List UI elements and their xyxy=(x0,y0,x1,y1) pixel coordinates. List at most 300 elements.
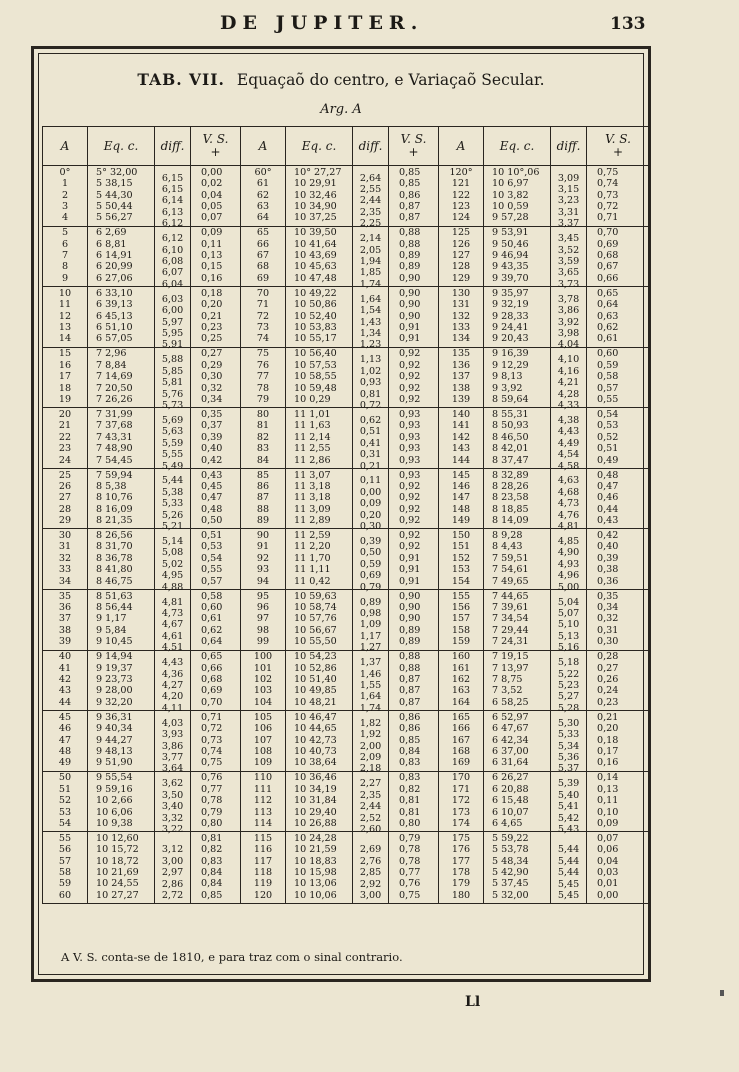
cell-value: 7 14,69 xyxy=(96,371,133,383)
cell-value: 2,18 xyxy=(359,763,382,775)
cell-value: 0,60 xyxy=(201,602,223,614)
cell-value: 8 9,28 xyxy=(492,530,523,542)
cell-value: 10 12,60 xyxy=(96,833,139,844)
cell-value: 10 59,63 xyxy=(294,590,337,602)
cell-value: 0,43 xyxy=(597,515,619,527)
cell-value: 7 2,96 xyxy=(96,348,127,360)
cell-value: 111 xyxy=(253,783,273,795)
equation-cell xyxy=(484,650,551,711)
cell-value: 5,18 xyxy=(557,657,580,669)
equation-cell xyxy=(484,347,551,408)
cell-value: 137 xyxy=(451,371,471,383)
equation-cell xyxy=(286,287,353,348)
cell-value: 7 44,65 xyxy=(492,590,529,602)
cell-value: 1,23 xyxy=(359,339,382,351)
cell-value: 136 xyxy=(451,359,471,371)
cell-value: 5,73 xyxy=(161,399,184,411)
cell-value: 37 xyxy=(58,613,72,625)
cell-value: 83 xyxy=(256,443,270,455)
variation-cell xyxy=(191,408,241,469)
cell-value: 5,44 xyxy=(161,475,184,487)
cell-value: 0,60 xyxy=(597,348,619,360)
cell-value: 6,03 xyxy=(161,293,184,305)
cell-value: 96 xyxy=(256,602,270,614)
cell-value: 10 32,46 xyxy=(294,189,337,201)
cell-value: 10 52,40 xyxy=(294,310,337,322)
table-row xyxy=(43,408,650,469)
cell-value: 171 xyxy=(451,783,471,795)
cell-value: 0,06 xyxy=(597,844,619,856)
cell-value: 90 xyxy=(256,530,270,542)
cell-value: 0,69 xyxy=(597,238,619,250)
diff-cell xyxy=(353,711,389,775)
cell-value: 6 42,34 xyxy=(492,734,529,746)
cell-value: 147 xyxy=(451,492,471,504)
cell-value: 0,62 xyxy=(597,322,619,334)
equation-cell xyxy=(88,771,155,832)
variation-cell xyxy=(587,589,650,650)
cell-value: 160 xyxy=(451,651,471,663)
cell-value: 0,72 xyxy=(201,723,223,735)
vs-sign: + xyxy=(210,145,221,159)
arg-cell xyxy=(241,650,286,711)
cell-value: 114 xyxy=(253,817,273,829)
equation-cell xyxy=(484,529,551,590)
cell-value: 2,27 xyxy=(359,778,382,790)
cell-value: 10 24,55 xyxy=(96,878,139,890)
arg-cell xyxy=(439,408,484,469)
cell-value: 68 xyxy=(256,261,270,273)
cell-value: 0,79 xyxy=(359,581,382,593)
cell-value: 8 xyxy=(61,261,69,273)
cell-value: 6,14 xyxy=(161,195,184,207)
cell-value: 4 xyxy=(61,212,69,224)
cell-value: 0,71 xyxy=(201,711,223,723)
cell-value: 86 xyxy=(256,480,270,492)
cell-value: 4,51 xyxy=(161,642,184,654)
cell-value: 27 xyxy=(58,492,72,504)
variation-cell xyxy=(191,711,241,772)
cell-value: 0,87 xyxy=(399,200,421,212)
cell-value: 0,85 xyxy=(399,166,421,178)
diff-cell xyxy=(155,711,191,775)
equation-cell xyxy=(88,287,155,348)
cell-value: 38 xyxy=(58,624,72,636)
cell-value: 6 15,48 xyxy=(492,795,529,807)
cell-value: 7 43,31 xyxy=(96,431,133,443)
cell-value: 75 xyxy=(256,348,270,360)
cell-value: 58 xyxy=(58,866,72,878)
cell-value: 4,03 xyxy=(161,717,184,729)
cell-value: 124 xyxy=(451,212,471,224)
variation-cell xyxy=(191,529,241,590)
cell-value: 165 xyxy=(451,711,471,723)
cell-value: 0,05 xyxy=(201,200,223,212)
cell-value: 5,43 xyxy=(557,823,580,835)
cell-value: 57 xyxy=(58,855,72,867)
cell-value: 3,37 xyxy=(557,218,580,230)
cell-value: 130 xyxy=(451,287,471,299)
cell-value: 1,37 xyxy=(359,657,382,669)
cell-value: 10 29,40 xyxy=(294,806,337,818)
cell-value: 8 37,47 xyxy=(492,454,529,466)
variation-cell xyxy=(389,832,439,904)
cell-value: 0,40 xyxy=(201,443,223,455)
cell-value: 1,74 xyxy=(359,702,382,714)
cell-value: 0,49 xyxy=(597,454,619,466)
variation-cell xyxy=(389,468,439,529)
cell-value: 0,34 xyxy=(597,602,619,614)
cell-value: 23 xyxy=(58,443,72,455)
cell-value: 1,82 xyxy=(359,717,382,729)
cell-value: 5,55 xyxy=(161,449,184,461)
equation-cell xyxy=(484,711,551,772)
cell-value: 7 8,84 xyxy=(96,359,127,371)
cell-value: 8 32,89 xyxy=(492,469,529,481)
cell-value: 6 51,10 xyxy=(96,322,133,334)
cell-value: 1,64 xyxy=(359,691,382,703)
cell-value: 144 xyxy=(451,454,471,466)
cell-value: 10 18,72 xyxy=(96,855,139,867)
vs-sign: + xyxy=(612,145,624,159)
cell-value: 6 58,25 xyxy=(492,696,529,708)
cell-value: 6 47,67 xyxy=(492,723,529,735)
cell-value: 77 xyxy=(256,371,270,383)
cell-value: 3,31 xyxy=(557,206,580,218)
cell-value: 0,92 xyxy=(399,382,421,394)
cell-value: 0,25 xyxy=(201,333,223,345)
cell-value: 2,69 xyxy=(359,844,382,856)
cell-value: 0,78 xyxy=(399,855,421,867)
arg-cell xyxy=(43,589,88,650)
cell-value: 0,09 xyxy=(359,498,382,510)
cell-value: 7 31,99 xyxy=(96,408,133,420)
cell-value: 146 xyxy=(451,480,471,492)
equation-cell xyxy=(88,650,155,711)
cell-value: 1,27 xyxy=(359,642,382,654)
variation-cell xyxy=(191,287,241,348)
arg-cell xyxy=(241,287,286,348)
data-table xyxy=(42,126,650,904)
cell-value: 4,04 xyxy=(557,339,580,351)
cell-value: 2,64 xyxy=(359,172,382,184)
cell-value: 2,35 xyxy=(359,206,382,218)
cell-value: 0,91 xyxy=(399,322,421,334)
cell-value: 4,85 xyxy=(557,536,580,548)
cell-value: 0,78 xyxy=(399,844,421,856)
diff-cell xyxy=(155,650,191,714)
cell-value: 0,54 xyxy=(201,552,223,564)
cell-value: 6 4,65 xyxy=(492,817,523,829)
arg-cell xyxy=(241,226,286,287)
cell-value: 0,37 xyxy=(201,420,223,432)
cell-value: 5 42,90 xyxy=(492,866,529,878)
cell-value: 0,81 xyxy=(201,833,223,844)
cell-value: 103 xyxy=(253,685,273,697)
cell-value: 0,89 xyxy=(399,261,421,273)
arg-cell xyxy=(439,468,484,529)
cell-value: 10 10,06 xyxy=(294,889,337,901)
variation-cell xyxy=(191,589,241,650)
cell-value: 5 56,27 xyxy=(96,212,133,224)
cell-value: 0,68 xyxy=(201,674,223,685)
cell-value: 17 xyxy=(58,371,72,383)
cell-value: 6 2,69 xyxy=(96,227,127,239)
cell-value: 0,64 xyxy=(597,299,619,311)
cell-value: 11 2,86 xyxy=(294,454,331,466)
cell-value: 5,63 xyxy=(161,426,184,438)
arg-cell xyxy=(241,711,286,772)
cell-value: 8 55,31 xyxy=(492,408,529,420)
cell-value: 2 xyxy=(61,189,69,201)
cell-value: 0,69 xyxy=(201,685,223,697)
table-row xyxy=(43,711,650,772)
cell-value: 100 xyxy=(253,651,273,663)
cell-value: 164 xyxy=(451,696,471,708)
cell-value: 2,52 xyxy=(359,812,382,824)
cell-value: 10 9,38 xyxy=(96,817,133,829)
cell-value: 0,42 xyxy=(201,454,223,466)
variation-cell xyxy=(587,166,650,227)
cell-value: 6 26,27 xyxy=(492,772,529,784)
cell-value: 1,43 xyxy=(359,316,382,328)
cell-value: 3,23 xyxy=(557,195,580,207)
cell-value: 5,44 xyxy=(557,844,580,856)
cell-value: 125 xyxy=(451,227,471,239)
cell-value: 0,87 xyxy=(399,212,421,224)
cell-value: 6 27,06 xyxy=(96,272,133,284)
cell-value: 121 xyxy=(451,178,471,190)
cell-value: 69 xyxy=(256,272,270,284)
cell-value: 10 37,25 xyxy=(294,212,337,224)
cell-value: 9 53,91 xyxy=(492,227,529,239)
cell-value: 5,36 xyxy=(557,751,580,763)
cell-value: 138 xyxy=(451,382,471,394)
arg-cell xyxy=(439,287,484,348)
diff-cell xyxy=(551,166,587,230)
cell-value: 0,42 xyxy=(597,530,619,542)
cell-value: 0,70 xyxy=(201,696,223,708)
cell-value: 10 21,69 xyxy=(96,866,139,878)
cell-value: 7 48,90 xyxy=(96,443,133,455)
arg-cell xyxy=(241,468,286,529)
cell-value: 5,22 xyxy=(557,668,580,680)
cell-value: 22 xyxy=(58,431,72,443)
cell-value: 92 xyxy=(256,552,270,564)
cell-value: 0,38 xyxy=(597,564,619,576)
cell-value: 10 57,76 xyxy=(294,613,337,625)
cell-value: 5 59,22 xyxy=(492,833,529,844)
diff-cell xyxy=(353,832,389,904)
table-footer-note: A V. S. conta-se de 1810, e para traz com o sinal contrario. xyxy=(61,950,403,964)
cell-value: 45 xyxy=(58,711,72,723)
cell-value: 9 55,54 xyxy=(96,772,133,784)
cell-value: 0,79 xyxy=(399,833,421,844)
cell-value: 0,73 xyxy=(201,734,223,746)
cell-value: 101 xyxy=(253,662,273,674)
diff-cell xyxy=(551,226,587,290)
cell-value: 16 xyxy=(58,359,72,371)
arg-cell xyxy=(439,650,484,711)
cell-value: 0,80 xyxy=(201,817,223,829)
cell-value: 98 xyxy=(256,624,270,636)
cell-value: 5,04 xyxy=(557,596,580,608)
cell-value: 34 xyxy=(58,575,72,587)
cell-value: 29 xyxy=(58,515,72,527)
cell-value: 9 28,33 xyxy=(492,310,529,322)
cell-value: 26 xyxy=(58,480,72,492)
arg-cell xyxy=(439,832,484,904)
cell-value: 0,35 xyxy=(201,408,223,420)
cell-value: 0,13 xyxy=(597,783,619,795)
cell-value: 82 xyxy=(256,431,270,443)
cell-value: 0,31 xyxy=(597,624,619,636)
cell-value: 112 xyxy=(253,795,273,807)
variation-cell xyxy=(389,166,439,227)
cell-value: 10 29,91 xyxy=(294,178,337,190)
cell-value: 81 xyxy=(256,420,270,432)
cell-value: 5,45 xyxy=(557,890,580,902)
cell-value: 0,51 xyxy=(201,530,223,542)
cell-value: 2,55 xyxy=(359,184,382,196)
cell-value: 8 23,58 xyxy=(492,492,529,504)
arg-cell xyxy=(241,832,286,904)
variation-cell xyxy=(587,711,650,772)
cell-value: 0° xyxy=(59,166,71,178)
cell-value: 0,27 xyxy=(597,662,619,674)
variation-cell xyxy=(191,226,241,287)
cell-value: 5,13 xyxy=(557,630,580,642)
cell-value: 0,16 xyxy=(201,272,223,284)
cell-value: 53 xyxy=(58,806,72,818)
cell-value: 0,93 xyxy=(399,408,421,420)
cell-value: 9 19,37 xyxy=(96,662,133,674)
cell-value: 0,90 xyxy=(399,602,421,614)
cell-value: 7 37,68 xyxy=(96,420,133,432)
cell-value: 10 xyxy=(58,287,72,299)
cell-value: 168 xyxy=(451,745,471,757)
cell-value: 0,53 xyxy=(201,541,223,553)
cell-value: 35 xyxy=(58,590,72,602)
cell-value: 0,65 xyxy=(201,651,223,663)
cell-value: 0,00 xyxy=(201,166,223,178)
diff-cell xyxy=(155,347,191,411)
cell-value: 0,63 xyxy=(597,310,619,322)
cell-value: 0,82 xyxy=(399,783,421,795)
cell-value: 14 xyxy=(58,333,72,345)
cell-value: 56 xyxy=(58,844,72,856)
cell-value: 5,02 xyxy=(161,558,184,570)
cell-value: 0,00 xyxy=(359,486,382,498)
cell-value: 3,65 xyxy=(557,267,580,279)
cell-value: 5,49 xyxy=(161,460,184,472)
variation-cell xyxy=(389,287,439,348)
cell-value: 6,10 xyxy=(161,244,184,256)
cell-value: 63 xyxy=(256,200,270,212)
cell-value: 9 20,43 xyxy=(492,333,529,345)
cell-value: 0,15 xyxy=(201,261,223,273)
cell-value: 9 16,39 xyxy=(492,348,529,360)
cell-value: 142 xyxy=(451,431,471,443)
diff-cell xyxy=(353,287,389,351)
cell-value: 4,27 xyxy=(161,679,184,691)
cell-value: 10 2,66 xyxy=(96,795,133,807)
equation-cell xyxy=(484,166,551,227)
cell-value: 61 xyxy=(256,178,270,190)
cell-value: 0,81 xyxy=(359,388,382,400)
cell-value: 73 xyxy=(256,322,270,334)
cell-value: 0,69 xyxy=(359,570,382,582)
cell-value: 158 xyxy=(451,624,471,636)
cell-value: 42 xyxy=(58,674,72,685)
cell-value: 0,47 xyxy=(597,480,619,492)
cell-value: 39 xyxy=(58,636,72,648)
cell-value: 4,20 xyxy=(161,691,184,703)
cell-value: 5,16 xyxy=(557,642,580,654)
diff-cell xyxy=(353,166,389,230)
cell-value: 0,78 xyxy=(201,795,223,807)
equation-cell xyxy=(286,832,353,904)
cell-value: 1,02 xyxy=(359,365,382,377)
cell-value: 5 xyxy=(61,227,69,239)
cell-value: 0,03 xyxy=(597,866,619,878)
cell-value: 166 xyxy=(451,723,471,735)
cell-value: 0,21 xyxy=(597,711,619,723)
cell-value: 173 xyxy=(451,806,471,818)
cell-value: 48 xyxy=(58,745,72,757)
cell-value: 91 xyxy=(256,541,270,553)
cell-value: 0,77 xyxy=(201,783,223,795)
cell-value: 170 xyxy=(451,772,471,784)
cell-value: 6,13 xyxy=(161,206,184,218)
cell-value: 3,62 xyxy=(161,778,184,790)
cell-value: 5,88 xyxy=(161,354,184,366)
cell-value: 5 48,34 xyxy=(492,855,529,867)
col-header-eq: Eq. c. xyxy=(88,127,155,166)
table-frame-inner xyxy=(38,53,644,975)
cell-value: 4,21 xyxy=(557,377,580,389)
table-row xyxy=(43,832,650,904)
variation-cell xyxy=(191,468,241,529)
cell-value: 10 21,59 xyxy=(294,844,337,856)
cell-value: 11 3,18 xyxy=(294,480,331,492)
cell-value: 2,72 xyxy=(161,890,184,902)
variation-cell xyxy=(389,589,439,650)
col-header-vs xyxy=(389,127,439,166)
cell-value: 11 2,20 xyxy=(294,541,331,553)
table-frame xyxy=(31,46,651,982)
cell-value: 102 xyxy=(253,674,273,685)
cell-value: 31 xyxy=(58,541,72,553)
cell-value: 9 28,00 xyxy=(96,685,133,697)
cell-value: 0,93 xyxy=(399,420,421,432)
vs-label: V. S. xyxy=(605,132,631,146)
cell-value: 0,46 xyxy=(597,492,619,504)
cell-value: 3,15 xyxy=(557,184,580,196)
cell-value: 4,43 xyxy=(557,426,580,438)
cell-value: 0,90 xyxy=(399,299,421,311)
cell-value: 4,67 xyxy=(161,619,184,631)
cell-value: 7 xyxy=(61,250,69,262)
cell-value: 0,21 xyxy=(359,460,382,472)
cell-value: 10 10°,06 xyxy=(492,166,540,178)
col-header-vs xyxy=(587,127,650,166)
cell-value: 0,17 xyxy=(597,745,619,757)
cell-value: 0,81 xyxy=(399,795,421,807)
cell-value: 0,59 xyxy=(359,558,382,570)
cell-value: 0,75 xyxy=(201,757,223,769)
cell-value: 6,12 xyxy=(161,218,184,230)
